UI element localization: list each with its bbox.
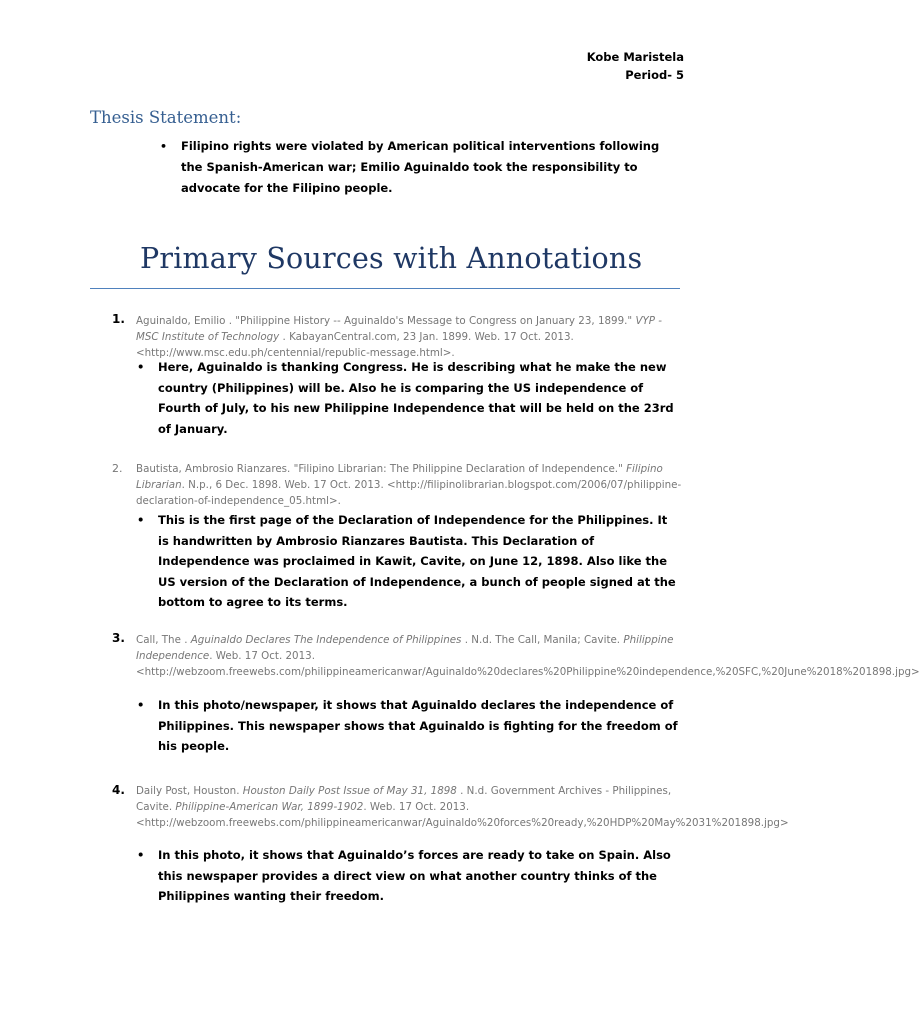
citation-title-run: Aguinaldo Declares The Independence of Philippines — [190, 634, 462, 646]
author-header — [587, 48, 684, 84]
bullet-icon: • — [137, 698, 145, 712]
citation-text-run: Bautista, Ambrosio Rianzares. "Filipino Librarian: The Philippine Declaration of Independence." — [136, 463, 627, 475]
citation-title-run: Philippine-American War, 1899-1902 — [175, 801, 364, 813]
thesis-text: Filipino rights were violated by American political interventions following the Spanish-American war; Emilio Aguinaldo took the responsibility to advocate for the Filipino people. — [181, 139, 660, 195]
title-divider — [90, 288, 680, 289]
citation-text-run: Aguinaldo, Emilio . "Philippine History -- Aguinaldo's Message to Congress on January 23, 1899." — [136, 315, 636, 327]
source-number: 2. — [112, 462, 123, 475]
annotation — [137, 510, 682, 613]
citation — [136, 313, 684, 361]
citation-title-run: Houston Daily Post Issue of May 31, 1898 — [242, 785, 457, 797]
annotation — [137, 695, 682, 757]
citation-text-run: . N.p., 6 Dec. 1898. Web. 17 Oct. 2013. <http://filipinolibrarian.blogspot.com/2006/07/philippine-declaration-of-independence_05.html>. — [136, 479, 682, 507]
citation-text-run: Call, The . — [136, 634, 191, 646]
bullet-icon: • — [137, 360, 145, 374]
citation-text-run: . N.d. Government Archives - Philippines, Cavite. — [136, 785, 672, 813]
citation-text-run: . Web. 17 Oct. 2013. <http://webzoom.freewebs.com/philippineamericanwar/Aguinaldo%20declares%20Philippine%20independence,%20SFC,%20June%2018%201898.jpg> — [136, 650, 920, 678]
citation — [136, 461, 684, 509]
bullet-icon: • — [137, 513, 145, 527]
class-period: Period- 5 — [625, 68, 684, 82]
annotation — [137, 357, 682, 439]
page-title: Primary Sources with Annotations — [140, 242, 643, 275]
annotation — [137, 845, 682, 907]
citation-text-run: Daily Post, Houston. — [136, 785, 243, 797]
thesis-heading: Thesis Statement: — [90, 108, 242, 127]
bullet-icon: • — [137, 848, 145, 862]
citation-title-run: Filipino Librarian — [136, 463, 663, 491]
source-number: 3. — [112, 631, 125, 645]
citation-title-run: VYP - MSC Institute of Technology — [136, 315, 662, 343]
citation — [136, 783, 789, 831]
author-name: Kobe Maristela — [586, 50, 684, 64]
citation-text-run: . KabayanCentral.com, 23 Jan. 1899. Web. 17 Oct. 2013. <http://www.msc.edu.ph/centennial/republic-message.html>. — [136, 331, 574, 359]
citation — [136, 632, 920, 680]
citation-text-run: . Web. 17 Oct. 2013. <http://webzoom.freewebs.com/philippineamericanwar/Aguinaldo%20forces%20ready,%20HDP%20May%2031%201898.jpg> — [136, 801, 789, 829]
annotation-text: In this photo, it shows that Aguinaldo’s forces are ready to take on Spain. Also this newspaper provides a direct view on what another country thinks of the Philippines wanting their freedom. — [158, 848, 671, 903]
source-number: 4. — [112, 783, 125, 797]
annotation-text: This is the first page of the Declaration of Independence for the Philippines. It is handwritten by Ambrosio Rianzares Bautista. This Declaration of Independence was proclaimed in Kawit, Cavite, on June 12, 1898. Also like the US version of the Declaration of Independence, a bunch of people signed at the bottom to agree to its terms. — [158, 513, 676, 609]
source-number: 1. — [112, 312, 125, 326]
thesis-statement — [160, 136, 681, 199]
annotation-text: Here, Aguinaldo is thanking Congress. He is describing what he make the new country (Philippines) will be. Also he is comparing the US independence of Fourth of July, to his new Philippine Independence that will be held on the 23rd of January. — [158, 360, 674, 436]
bullet-icon: • — [160, 140, 168, 153]
annotation-text: In this photo/newspaper, it shows that Aguinaldo declares the independence of Philippines. This newspaper shows that Aguinaldo is fighting for the freedom of his people. — [158, 698, 678, 753]
citation-text-run: . N.d. The Call, Manila; Cavite. — [461, 634, 624, 646]
citation-title-run: Philippine Independence — [136, 634, 674, 662]
